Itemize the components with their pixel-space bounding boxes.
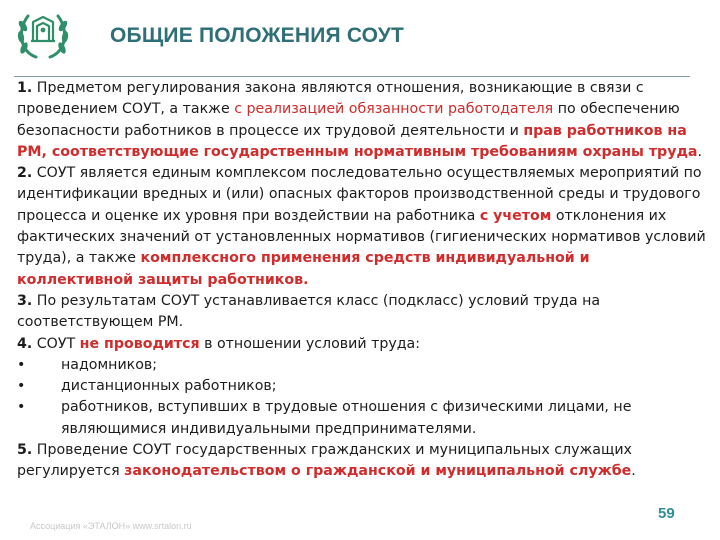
list-item-text: надомников; <box>61 356 158 373</box>
paragraph-text: отклонения их фактических значений от установленных нормативов (гигиенических нормативов условий труда), а также <box>17 207 706 267</box>
paragraph-5 <box>17 440 707 483</box>
item-number: 1. <box>17 80 33 96</box>
item-number: 4. <box>17 335 33 352</box>
paragraph-text: . <box>697 143 702 160</box>
highlighted-text: с учетом <box>479 207 552 224</box>
paragraph-4 <box>17 334 707 355</box>
paragraph-text: в отношении условий труда: <box>199 335 421 352</box>
list-item <box>17 355 707 376</box>
item-number: 2. <box>17 165 33 182</box>
footer-organization: Ассоциация «ЭТАЛОН» www.srtalon.ru <box>30 521 192 531</box>
content-body <box>17 78 707 483</box>
list-item-text: работников, вступивших в трудовые отношения с физическими лицами, не являющимися индивидуальными предпринимателями. <box>61 399 632 437</box>
paragraph-text: Предметом регулирования закона являются отношения, возникающие в связи с проведением СОУТ, а также <box>17 80 644 118</box>
wreath-emblem-icon <box>14 8 72 66</box>
exemption-list <box>17 355 707 440</box>
highlighted-text: с реализацией обязанности работодателя <box>234 101 554 118</box>
paragraph-3 <box>17 291 707 334</box>
list-item-text: дистанционных работников; <box>61 378 277 395</box>
page-title: ОБЩИЕ ПОЛОЖЕНИЯ СОУТ <box>110 24 404 47</box>
highlighted-text: не проводится <box>79 335 200 352</box>
highlighted-text: прав работников на РМ, соответствующие государственным нормативным требованиям охраны труда <box>17 122 698 160</box>
item-number: 5. <box>17 442 33 459</box>
paragraph-text: . <box>631 463 636 480</box>
paragraph-text: по обеспечению безопасности работников в процессе их трудовой деятельности и <box>17 101 680 139</box>
item-number: 3. <box>17 292 33 309</box>
paragraph-1 <box>17 78 707 163</box>
paragraph-text: СОУТ <box>32 335 80 352</box>
list-item <box>17 397 707 440</box>
paragraph-text: По результатам СОУТ устанавливается класс (подкласс) условий труда на соответствующем РМ. <box>17 292 601 331</box>
page-number: 59 <box>658 505 675 522</box>
paragraph-2 <box>17 163 707 291</box>
title-divider <box>14 76 690 77</box>
list-item <box>17 376 707 397</box>
bullet-icon: • <box>17 356 26 373</box>
bullet-icon: • <box>17 378 26 395</box>
paragraph-text: Проведение СОУТ государственных гражданских и муниципальных служащих регулируется <box>17 442 632 480</box>
highlighted-text: законодательством о гражданской и муниципальной службе <box>124 463 632 480</box>
highlighted-text: комплексного применения средств индивидуальной и коллективной защиты работников. <box>17 250 590 288</box>
paragraph-text: СОУТ является единым комплексом последовательно осуществляемых мероприятий по идентификации вредных и (или) опасных факторов производственной среды и трудового процесса и оценке их уровня при воздействии на работника <box>17 165 702 224</box>
bullet-icon: • <box>17 399 26 416</box>
